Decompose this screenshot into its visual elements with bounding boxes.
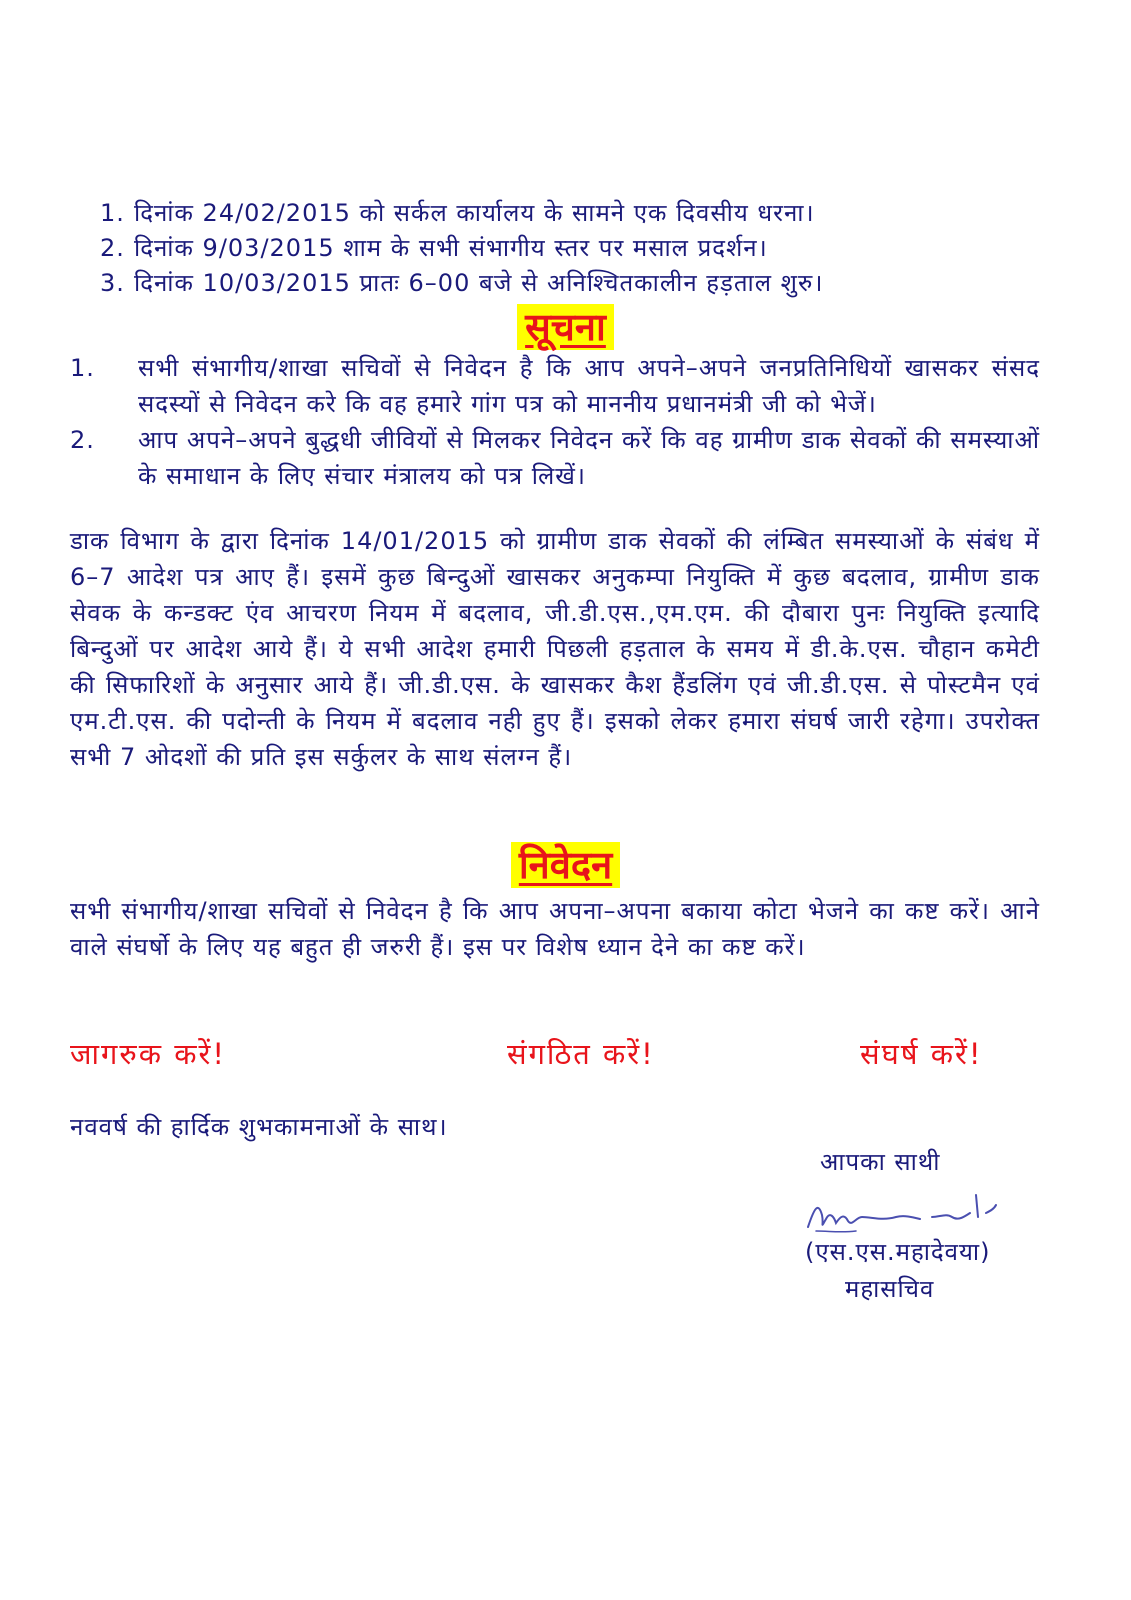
programme-item <box>100 231 1040 266</box>
department-orders-paragraph: डाक विभाग के द्वारा दिनांक 14/01/2015 को ग्रामीण डाक सेवकों की लंम्बित समस्याओं के संबंध में 6–7 आदेश पत्र आए हैं। इसमें कुछ बिन्दुओं खासकर अनुकम्पा नियुक्ति में कुछ बदलाव, ग्रामीण डाक सेवक के कन्डक्ट एंव आचरण नियम में बदलाव, जी.डी.एस.,एम.एम. की दौबारा पुनः नियुक्ति इत्यादि बिन्दुओं पर आदेश आये हैं। ये सभी आदेश हमारी पिछली हड़ताल के समय में डी.के.एस. चौहान कमेटी की सिफारिशों के अनुसार आये हैं। जी.डी.एस. के खासकर कैश हैंडलिंग एवं जी.डी.एस. से पोस्टमैन एवं एम.टी.एस. की पदोन्ती के नियम में बदलाव नही हुए हैं। इसको लेकर हमारा संघर्ष जारी रहेगा। उपरोक्त सभी 7 ओदशों की प्रति इस सर्कुलर के साथ संलग्न हैं। <box>70 527 1040 771</box>
notice-item <box>70 350 1040 422</box>
programme-item-number: 3. <box>100 269 125 297</box>
signoff-closing: आपका साथी <box>820 1148 941 1176</box>
programme-item-text: दिनांक 9/03/2015 शाम के सभी संभागीय स्तर पर मसाल प्रदर्शन। <box>134 234 768 262</box>
slogan-organize: संगठित करें! <box>507 1037 655 1071</box>
notice-item-number: 1. <box>70 354 95 382</box>
notice-item-text: आप अपने–अपने बुद्धधी जीवियों से मिलकर निवेदन करें कि वह ग्रामीण डाक सेवकों की समस्याओं के समाधान के लिए संचार मंत्रालय को पत्र लिखें। <box>138 426 1040 490</box>
programme-item <box>100 196 1040 231</box>
new-year-wishes: नववर्ष की हार्दिक शुभकामनाओं के साथ। <box>70 1113 448 1141</box>
request-paragraph: सभी संभागीय/शाखा सचिवों से निवेदन है कि आप अपना–अपना बकाया कोटा भेजने का कष्ट करें। आने वाले संघर्षो के लिए यह बहुत ही जरुरी हैं। इस पर विशेष ध्यान देने का कष्ट करें। <box>70 897 1040 961</box>
slogan-aware: जागरुक करें! <box>70 1037 226 1071</box>
signoff-name: (एस.एस.महादेवया) <box>805 1238 991 1266</box>
notice-item-number: 2. <box>70 426 95 454</box>
notice-item-text: सभी संभागीय/शाखा सचिवों से निवेदन है कि आप अपने–अपने जनप्रतिनिधियों खासकर संसद सदस्यों से निवेदन करे कि वह हमारे गांग पत्र को माननीय प्रधानमंत्री जी को भेजें। <box>138 354 1040 418</box>
programme-item-number: 1. <box>100 199 125 227</box>
notice-list <box>70 350 1040 494</box>
programme-item-text: दिनांक 24/02/2015 को सर्कल कार्यालय के सामने एक दिवसीय धरना। <box>134 199 815 227</box>
programme-list <box>100 196 1040 301</box>
request-heading-text: निवेदन <box>511 842 620 888</box>
notice-item <box>70 422 1040 494</box>
slogan-struggle: संघर्ष करें! <box>860 1037 983 1071</box>
programme-item <box>100 266 1040 301</box>
notice-heading <box>0 304 1131 350</box>
signoff-designation: महासचिव <box>845 1275 935 1303</box>
request-heading <box>0 842 1131 888</box>
notice-heading-text: सूचना <box>517 304 614 350</box>
programme-item-text: दिनांक 10/03/2015 प्रातः 6–00 बजे से अनिश्चितकालीन हड़ताल शुरु। <box>134 269 824 297</box>
programme-item-number: 2. <box>100 234 125 262</box>
signature-image <box>800 1187 1000 1235</box>
